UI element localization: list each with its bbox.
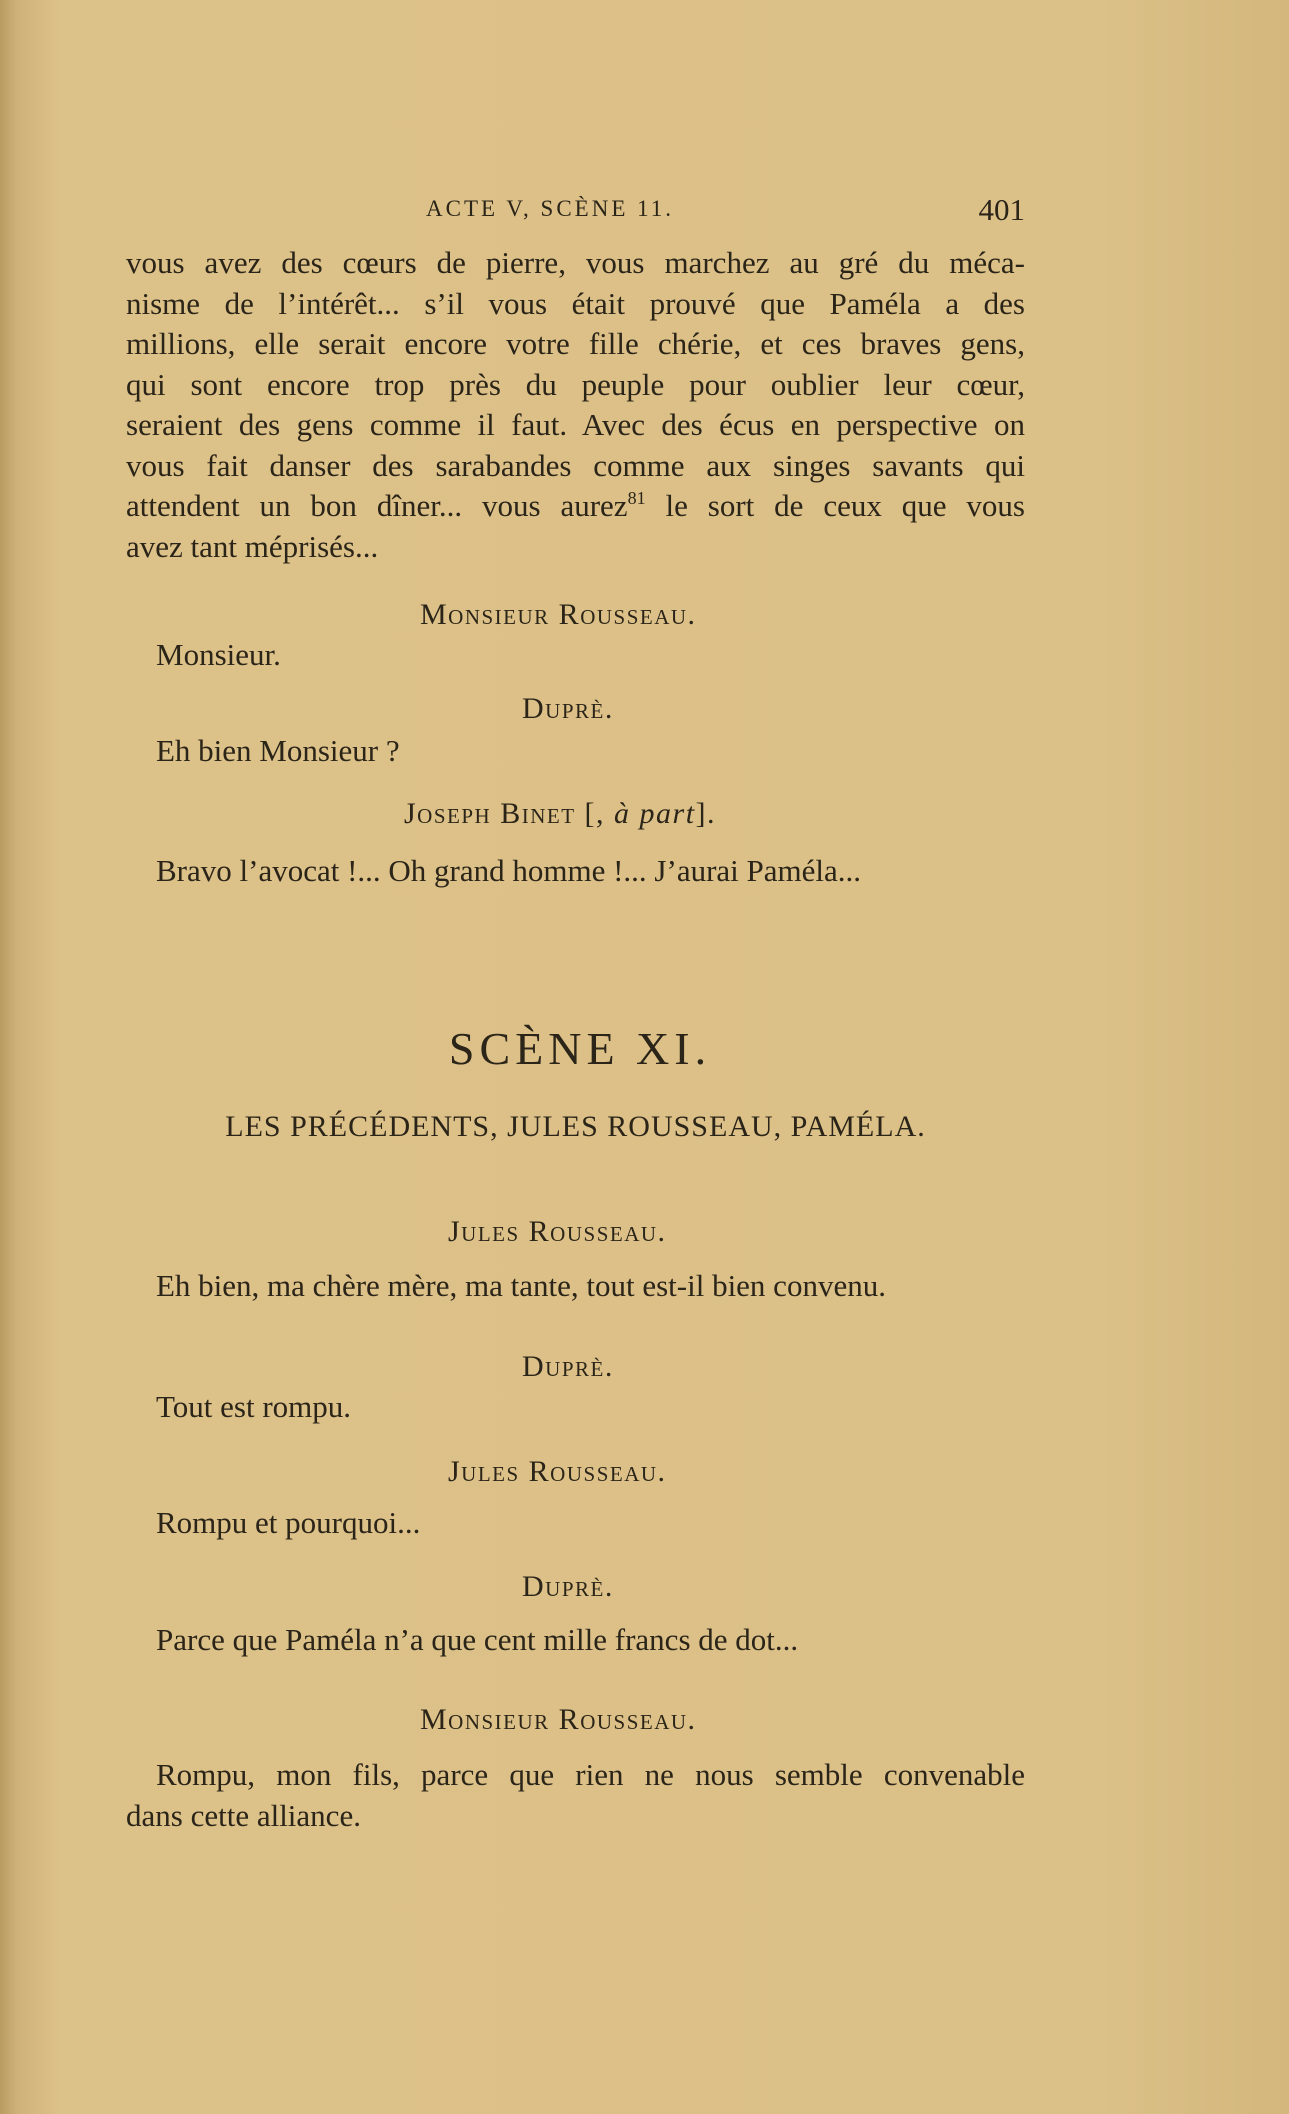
dialogue-line: Monsieur.	[156, 637, 281, 672]
speaker-name-text: Joseph Binet	[404, 797, 576, 830]
paragraph	[126, 1796, 1025, 1837]
dialogue-line: Rompu et pourquoi...	[156, 1505, 421, 1540]
speaker-name: Duprè.	[522, 1570, 614, 1603]
dialogue-line: Bravo l’avocat !... Oh grand homme !... J’aurai Paméla...	[156, 853, 862, 888]
dialogue-line: Eh bien Monsieur ?	[156, 733, 400, 768]
text-line: Rompu, mon fils, parce que rien ne nous semble convenable	[156, 1757, 1025, 1792]
text-line	[126, 486, 1025, 527]
running-title: ACTE V, SCÈNE 11.	[426, 196, 675, 221]
text-line: avez tant méprisés...	[126, 528, 379, 564]
speaker-name: Monsieur Rousseau.	[420, 1703, 697, 1736]
scene-title: SCÈNE XI.	[448, 1023, 712, 1074]
speaker-name: Duprè.	[522, 692, 614, 725]
text-line: vous avez des cœurs de pierre, vous marchez au gré du méca-	[126, 245, 1025, 280]
text-fragment: le sort de ceux que vous	[645, 488, 1025, 523]
running-head	[126, 192, 1025, 236]
dialogue-line: Tout est rompu.	[156, 1389, 352, 1424]
speaker-name: Duprè.	[522, 1350, 614, 1383]
paragraph	[126, 243, 1025, 567]
speaker-name: Jules Rousseau.	[448, 1455, 667, 1488]
text-line: dans cette alliance.	[126, 1798, 361, 1833]
dialogue-line: Parce que Paméla n’a que cent mille francs de dot...	[156, 1622, 799, 1657]
speaker-name: Jules Rousseau.	[448, 1215, 667, 1248]
text-line: millions, elle serait encore votre fille chérie, et ces braves gens,	[126, 326, 1025, 361]
paragraph	[156, 1755, 1025, 1796]
text-line: qui sont encore trop près du peuple pour oublier leur cœur,	[126, 366, 1025, 402]
dialogue-line: Eh bien, ma chère mère, ma tante, tout est-il bien convenu.	[156, 1268, 886, 1303]
stage-direction: à part	[614, 797, 696, 830]
text-line: nisme de l’intérêt... s’il vous était prouvé que Paméla a des	[126, 285, 1025, 321]
bracket-close: ].	[695, 797, 717, 830]
text-fragment: attendent un bon dîner... vous aurez	[126, 488, 628, 523]
page-number: 401	[978, 192, 1025, 227]
footnote-ref: 81	[627, 488, 646, 508]
text-line: vous fait danser des sarabandes comme aux singes savants qui	[126, 447, 1025, 483]
scene-cast: LES PRÉCÉDENTS, JULES ROUSSEAU, PAMÉLA.	[225, 1110, 926, 1143]
text-line: seraient des gens comme il faut. Avec des écus en perspective on	[126, 407, 1025, 442]
bracket-open: [,	[575, 797, 615, 830]
speaker-name	[404, 797, 716, 831]
speaker-name: Monsieur Rousseau.	[420, 598, 697, 631]
